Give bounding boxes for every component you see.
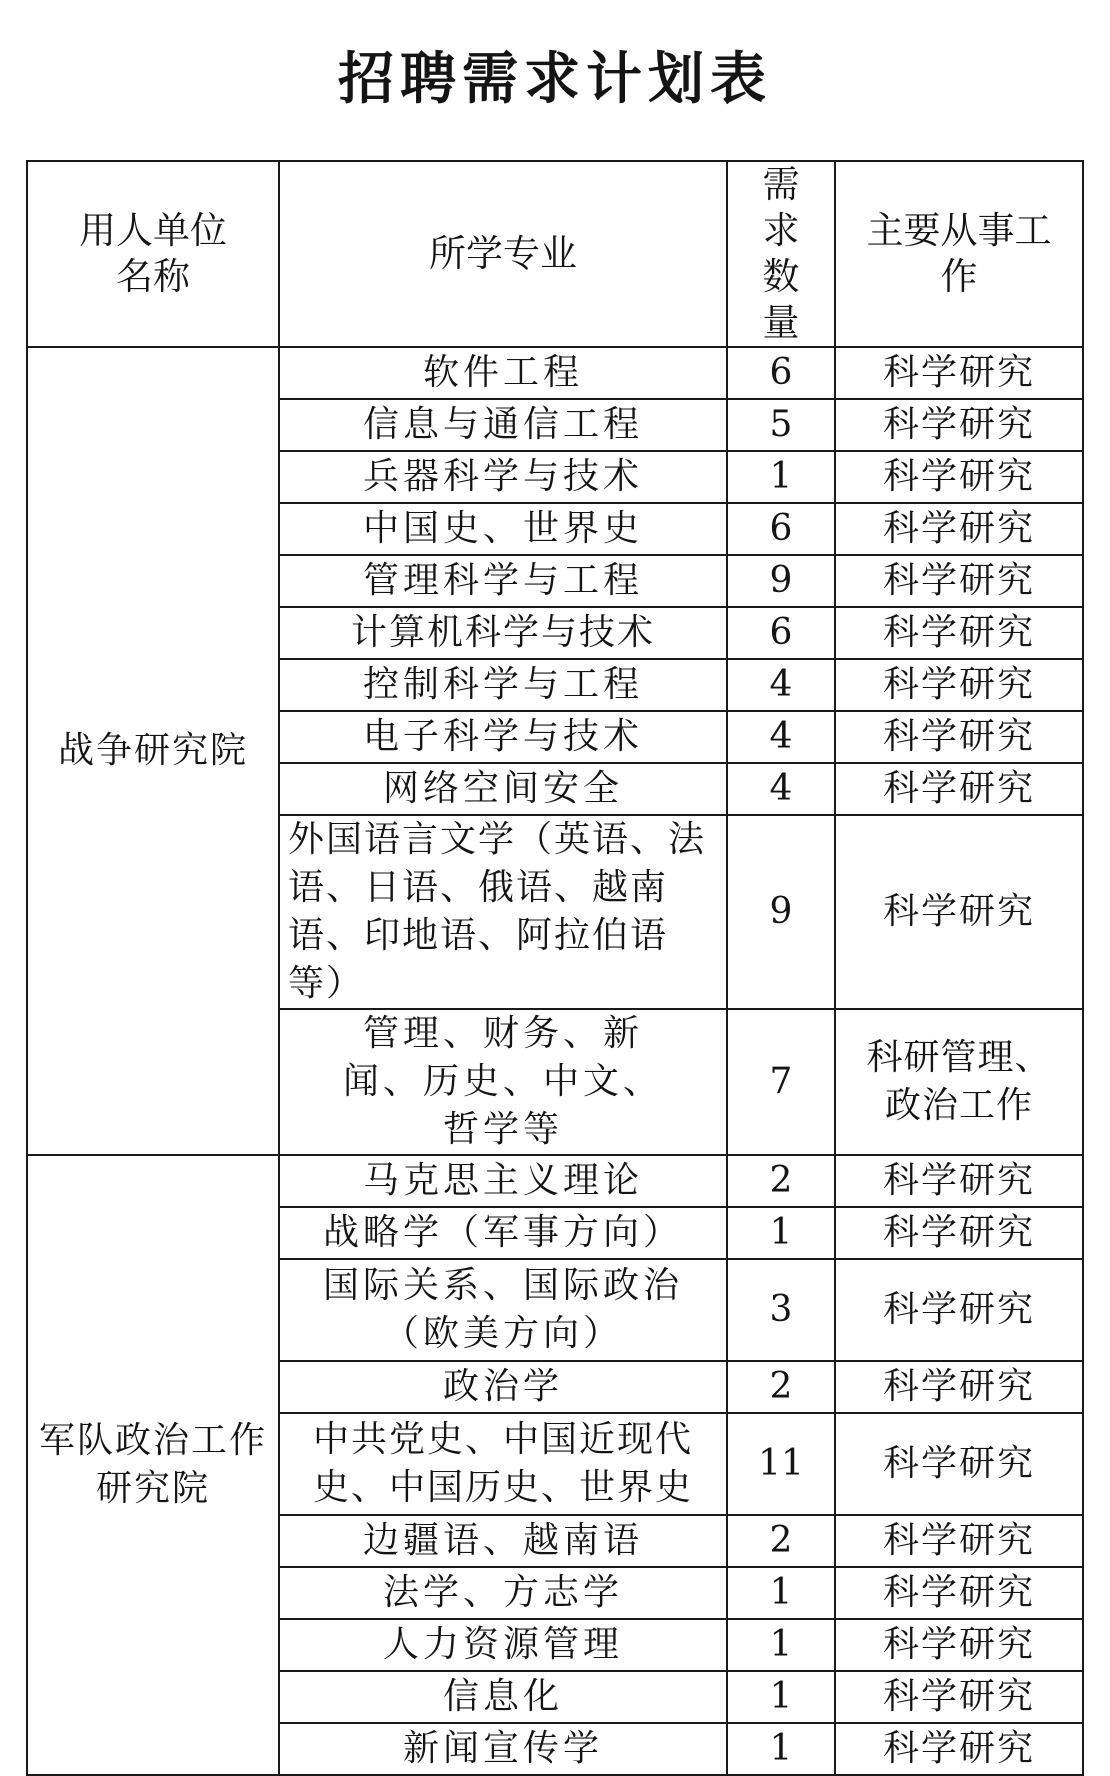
- count-cell: 6: [727, 347, 835, 399]
- count-cell: 9: [727, 555, 835, 607]
- major-cell: 外国语言文学（英语、法语、日语、俄语、越南语、印地语、阿拉伯语等）: [279, 815, 727, 1009]
- work-cell: 科学研究: [835, 815, 1083, 1009]
- major-cell: 信息与通信工程: [279, 399, 727, 451]
- header-work: 主要从事工作: [835, 161, 1083, 347]
- major-cell: 控制科学与工程: [279, 659, 727, 711]
- major-cell: 法学、方志学: [279, 1567, 727, 1619]
- header-unit: 用人单位名称: [27, 161, 279, 347]
- count-cell: 1: [727, 1671, 835, 1723]
- work-cell: 科学研究: [835, 451, 1083, 503]
- work-cell: 科学研究: [835, 711, 1083, 763]
- count-cell: 1: [727, 451, 835, 503]
- major-cell: 人力资源管理: [279, 1619, 727, 1671]
- work-cell: 科学研究: [835, 1567, 1083, 1619]
- count-cell: 4: [727, 711, 835, 763]
- count-cell: 6: [727, 503, 835, 555]
- count-cell: 9: [727, 815, 835, 1009]
- table-row: [27, 347, 1083, 399]
- major-cell: 电子科学与技术: [279, 711, 727, 763]
- count-cell: 4: [727, 763, 835, 815]
- work-cell: 科学研究: [835, 659, 1083, 711]
- count-cell: 1: [727, 1723, 835, 1775]
- count-cell: 1: [727, 1207, 835, 1259]
- work-cell: 科学研究: [835, 399, 1083, 451]
- count-cell: 11: [727, 1413, 835, 1515]
- major-cell: 兵器科学与技术: [279, 451, 727, 503]
- major-cell: 软件工程: [279, 347, 727, 399]
- work-cell: 科学研究: [835, 555, 1083, 607]
- major-cell: 中共党史、中国近现代史、中国历史、世界史: [279, 1413, 727, 1515]
- table-header-row: [27, 161, 1083, 347]
- work-cell: 科学研究: [835, 1155, 1083, 1207]
- header-major: 所学专业: [279, 161, 727, 347]
- major-cell: 中国史、世界史: [279, 503, 727, 555]
- work-cell: 科学研究: [835, 1619, 1083, 1671]
- major-cell: 马克思主义理论: [279, 1155, 727, 1207]
- table-row: [27, 1155, 1083, 1207]
- major-cell: 新闻宣传学: [279, 1723, 727, 1775]
- count-cell: 1: [727, 1619, 835, 1671]
- count-cell: 6: [727, 607, 835, 659]
- work-cell: 科研管理、政治工作: [835, 1009, 1083, 1155]
- work-cell: 科学研究: [835, 1515, 1083, 1567]
- major-cell: 战略学（军事方向）: [279, 1207, 727, 1259]
- header-count: 需求数量: [727, 161, 835, 347]
- work-cell: 科学研究: [835, 347, 1083, 399]
- recruitment-plan-table: [26, 160, 1084, 1776]
- count-cell: 2: [727, 1361, 835, 1413]
- count-cell: 4: [727, 659, 835, 711]
- major-cell: 政治学: [279, 1361, 727, 1413]
- work-cell: 科学研究: [835, 1671, 1083, 1723]
- count-cell: 1: [727, 1567, 835, 1619]
- major-cell: 信息化: [279, 1671, 727, 1723]
- unit-name-cell: 军队政治工作研究院: [27, 1155, 279, 1775]
- page-title: 招聘需求计划表: [338, 47, 772, 112]
- count-cell: 2: [727, 1155, 835, 1207]
- count-cell: 7: [727, 1009, 835, 1155]
- work-cell: 科学研究: [835, 1361, 1083, 1413]
- unit-name-cell: 战争研究院: [27, 347, 279, 1155]
- count-cell: 3: [727, 1259, 835, 1361]
- count-cell: 2: [727, 1515, 835, 1567]
- work-cell: 科学研究: [835, 1259, 1083, 1361]
- major-cell: 计算机科学与技术: [279, 607, 727, 659]
- work-cell: 科学研究: [835, 1723, 1083, 1775]
- major-cell: 边疆语、越南语: [279, 1515, 727, 1567]
- work-cell: 科学研究: [835, 1413, 1083, 1515]
- work-cell: 科学研究: [835, 1207, 1083, 1259]
- major-cell: 网络空间安全: [279, 763, 727, 815]
- major-cell: 管理科学与工程: [279, 555, 727, 607]
- work-cell: 科学研究: [835, 607, 1083, 659]
- major-cell: 国际关系、国际政治（欧美方向）: [279, 1259, 727, 1361]
- major-cell: 管理、财务、新闻、历史、中文、哲学等: [279, 1009, 727, 1155]
- count-cell: 5: [727, 399, 835, 451]
- work-cell: 科学研究: [835, 763, 1083, 815]
- work-cell: 科学研究: [835, 503, 1083, 555]
